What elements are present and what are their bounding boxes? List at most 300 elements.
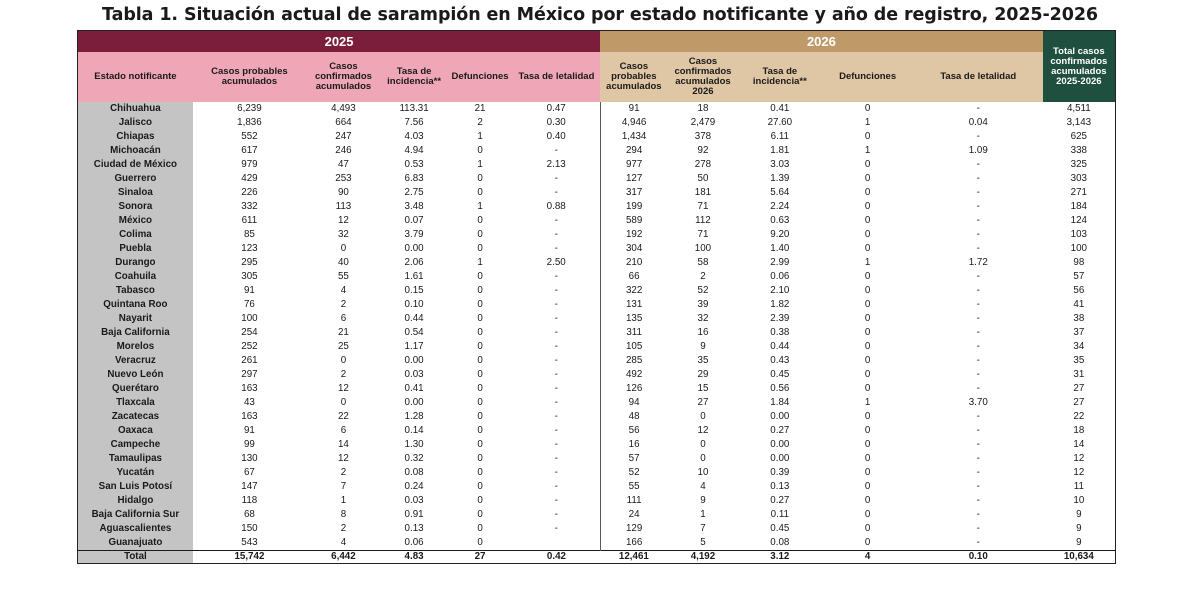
state-cell: Ciudad de México: [78, 158, 193, 172]
value-cell: 4: [700, 481, 706, 492]
value-cell: 0.00: [770, 411, 790, 422]
table-row: [78, 312, 1116, 326]
col-2025-tasa-letalidad: Tasa de letalidad: [513, 52, 600, 102]
table-row: [78, 116, 1116, 130]
value-cell: 100: [241, 313, 258, 324]
value-cell: 246: [335, 145, 352, 156]
value-cell: 429: [241, 173, 258, 184]
value-cell: 0: [477, 215, 483, 226]
value-cell: 0.00: [404, 397, 424, 408]
value-cell: 48: [628, 411, 640, 422]
value-cell: 91: [243, 285, 255, 296]
value-cell: 112: [695, 215, 711, 226]
value-cell: -: [513, 284, 600, 298]
value-cell: -: [513, 494, 600, 508]
value-cell: 0.06: [770, 271, 790, 282]
value-cell: 0.40: [513, 130, 600, 144]
value-cell: 6: [340, 313, 347, 324]
value-cell: 21: [337, 327, 349, 338]
value-cell: 0: [477, 145, 483, 156]
table-row: [78, 200, 1116, 214]
total-column-header: Total casos confirmados acumulados 2025-2026: [1043, 31, 1116, 103]
table-row: [78, 158, 1116, 172]
col-2025-tasa-incidencia: Tasa de incidencia**: [381, 52, 447, 102]
value-cell: 1: [864, 397, 871, 408]
value-cell: 0: [477, 523, 483, 534]
state-cell: Tlaxcala: [78, 396, 193, 410]
value-cell: 611: [241, 215, 258, 226]
value-cell: 2: [340, 369, 347, 380]
value-cell: 0.07: [404, 215, 424, 226]
value-cell: 0: [477, 299, 483, 310]
value-cell: 2.75: [404, 187, 424, 198]
value-cell: -: [976, 103, 980, 114]
total-value-cell: 6,442: [306, 551, 381, 564]
value-cell: 76: [243, 299, 255, 310]
value-cell: -: [513, 242, 600, 256]
value-cell: 66: [628, 271, 640, 282]
state-cell: Nuevo León: [78, 368, 193, 382]
state-cell: Guerrero: [78, 172, 193, 186]
value-cell: 71: [697, 229, 709, 240]
value-cell: -: [976, 481, 980, 492]
value-cell: 0.24: [404, 481, 424, 492]
state-cell: México: [78, 214, 193, 228]
value-cell: 1,434: [621, 131, 647, 142]
value-cell: 0: [864, 285, 871, 296]
value-cell: 9: [1076, 537, 1082, 548]
value-cell: 126: [625, 383, 643, 394]
value-cell: 39: [697, 299, 709, 310]
value-cell: 68: [243, 509, 255, 520]
value-cell: 0: [864, 537, 871, 548]
state-cell: Guanajuato: [78, 536, 193, 551]
value-cell: 0: [864, 313, 871, 324]
value-cell: -: [976, 509, 980, 520]
value-cell: 0: [864, 215, 871, 226]
value-cell: 11: [1073, 481, 1084, 492]
value-cell: 103: [1070, 229, 1088, 240]
value-cell: 0: [477, 173, 483, 184]
value-cell: 57: [1073, 271, 1085, 282]
table-row: [78, 508, 1116, 522]
value-cell: -: [976, 537, 980, 548]
col-2026-confirmados: Casos confirmados acumulados 2026: [668, 52, 739, 102]
table-row: [78, 340, 1116, 354]
value-cell: 0.88: [513, 200, 600, 214]
value-cell: 15: [697, 383, 709, 394]
value-cell: 0: [477, 425, 483, 436]
value-cell: 24: [628, 509, 640, 520]
value-cell: 0.15: [404, 285, 424, 296]
value-cell: -: [976, 313, 980, 324]
value-cell: -: [513, 424, 600, 438]
value-cell: 1.72: [968, 257, 988, 268]
value-cell: 1: [477, 159, 483, 170]
value-cell: 294: [625, 145, 643, 156]
table-row: [78, 424, 1116, 438]
value-cell: -: [513, 144, 600, 158]
value-cell: 0: [864, 201, 871, 212]
value-cell: 0: [700, 453, 706, 464]
value-cell: 5: [700, 537, 706, 548]
table-row: [78, 186, 1116, 200]
value-cell: 50: [697, 173, 709, 184]
value-cell: 271: [1070, 187, 1088, 198]
value-cell: 4.03: [404, 131, 424, 142]
value-cell: -: [976, 173, 980, 184]
value-cell: 1: [340, 495, 347, 506]
value-cell: -: [976, 369, 980, 380]
state-cell: Nayarit: [78, 312, 193, 326]
value-cell: 0: [340, 397, 347, 408]
value-cell: -: [513, 340, 600, 354]
total-value-cell: 4: [821, 551, 913, 564]
value-cell: 0: [864, 467, 871, 478]
value-cell: 0: [864, 131, 871, 142]
value-cell: -: [976, 229, 980, 240]
value-cell: -: [976, 285, 980, 296]
value-cell: 2,479: [690, 117, 716, 128]
value-cell: 2: [340, 523, 347, 534]
value-cell: 0.45: [770, 369, 790, 380]
value-cell: 2: [477, 117, 483, 128]
value-cell: 35: [697, 355, 709, 366]
value-cell: 14: [337, 439, 349, 450]
table-row: [78, 298, 1116, 312]
value-cell: 0: [477, 439, 483, 450]
value-cell: 37: [1073, 327, 1085, 338]
value-cell: 625: [1070, 131, 1088, 142]
col-2026-defunciones: Defunciones: [821, 52, 913, 102]
total-value-cell: 0.42: [513, 551, 600, 564]
total-value-cell: 4,192: [668, 551, 739, 564]
value-cell: 0.06: [404, 537, 424, 548]
value-cell: 0: [864, 103, 871, 114]
value-cell: 0: [477, 341, 483, 352]
value-cell: 0.03: [404, 369, 424, 380]
value-cell: 0: [477, 495, 483, 506]
value-cell: 247: [335, 131, 352, 142]
value-cell: 0: [864, 411, 871, 422]
value-cell: 0: [700, 439, 706, 450]
value-cell: 1.09: [968, 145, 988, 156]
value-cell: 9.20: [770, 229, 790, 240]
value-cell: 0: [864, 523, 871, 534]
value-cell: 253: [335, 173, 352, 184]
value-cell: 163: [241, 411, 258, 422]
total-value-cell: 15,742: [193, 551, 306, 564]
value-cell: -: [513, 508, 600, 522]
value-cell: -: [976, 355, 980, 366]
table-title: Tabla 1. Situación actual de sarampión en México por estado notificante y año de registro, 2025-2026: [102, 5, 1098, 25]
state-cell: Morelos: [78, 340, 193, 354]
value-cell: 0: [864, 383, 871, 394]
value-cell: 0: [864, 341, 871, 352]
value-cell: 0.00: [404, 243, 424, 254]
value-cell: -: [976, 201, 980, 212]
value-cell: 71: [697, 201, 709, 212]
value-cell: 22: [337, 411, 349, 422]
value-cell: 8: [340, 509, 347, 520]
value-cell: 0.45: [770, 523, 790, 534]
value-cell: 0.41: [404, 383, 424, 394]
value-cell: 0.91: [404, 509, 424, 520]
value-cell: 311: [626, 327, 642, 338]
value-cell: -: [513, 354, 600, 368]
value-cell: 979: [241, 159, 258, 170]
value-cell: 166: [625, 537, 643, 548]
value-cell: 0.27: [770, 495, 790, 506]
value-cell: 113: [335, 201, 352, 212]
value-cell: 22: [1073, 411, 1085, 422]
value-cell: 1.40: [770, 243, 790, 254]
value-cell: 18: [1073, 425, 1085, 436]
value-cell: 0.43: [770, 355, 790, 366]
value-cell: 0: [340, 355, 347, 366]
value-cell: 29: [697, 369, 709, 380]
value-cell: 6,239: [237, 103, 262, 114]
value-cell: 130: [241, 453, 258, 464]
value-cell: 664: [335, 117, 352, 128]
value-cell: 0: [864, 495, 871, 506]
state-cell: Veracruz: [78, 354, 193, 368]
value-cell: -: [976, 341, 980, 352]
value-cell: 0: [864, 509, 871, 520]
value-cell: 0.14: [404, 425, 424, 436]
value-cell: 2: [340, 299, 347, 310]
value-cell: 0: [477, 229, 483, 240]
value-cell: 0: [864, 481, 871, 492]
value-cell: 252: [241, 341, 258, 352]
value-cell: -: [976, 299, 980, 310]
value-cell: 0: [477, 243, 483, 254]
col-2025-confirmados: Casos confirmados acumulados: [306, 52, 381, 102]
value-cell: 0.54: [404, 327, 424, 338]
value-cell: -: [976, 327, 980, 338]
value-cell: 199: [625, 201, 643, 212]
value-cell: 261: [241, 355, 258, 366]
value-cell: 0.47: [513, 102, 600, 116]
value-cell: 150: [241, 523, 258, 534]
value-cell: 16: [628, 439, 640, 450]
state-cell: Yucatán: [78, 466, 193, 480]
total-label: Total: [78, 551, 193, 564]
value-cell: 0.08: [404, 467, 424, 478]
state-cell: Hidalgo: [78, 494, 193, 508]
state-cell: Colima: [78, 228, 193, 242]
state-cell: Aguascalientes: [78, 522, 193, 536]
value-cell: 1,836: [237, 117, 262, 128]
value-cell: 322: [625, 285, 643, 296]
value-cell: 3.79: [404, 229, 424, 240]
value-cell: 113.31: [399, 103, 429, 114]
value-cell: 3.03: [770, 159, 790, 170]
state-cell: Jalisco: [78, 116, 193, 130]
col-2026-probables: Casos probables acumulados: [600, 52, 668, 102]
value-cell: 0: [477, 369, 483, 380]
value-cell: 2: [700, 271, 706, 282]
state-cell: Baja California Sur: [78, 508, 193, 522]
value-cell: -: [513, 298, 600, 312]
value-cell: 0: [864, 173, 871, 184]
state-cell: Chiapas: [78, 130, 193, 144]
state-cell: Querétaro: [78, 382, 193, 396]
value-cell: 21: [474, 103, 486, 114]
value-cell: -: [513, 382, 600, 396]
value-cell: 94: [628, 397, 640, 408]
value-cell: 90: [337, 187, 349, 198]
value-cell: -: [976, 187, 980, 198]
value-cell: -: [513, 172, 600, 186]
value-cell: 0.00: [404, 355, 424, 366]
value-cell: 1.81: [770, 145, 790, 156]
year-2026-header: 2026: [600, 31, 1043, 53]
value-cell: 325: [1070, 159, 1088, 170]
value-cell: 56: [1073, 285, 1085, 296]
value-cell: 27.60: [767, 117, 793, 128]
value-cell: 1: [864, 257, 871, 268]
state-cell: Oaxaca: [78, 424, 193, 438]
value-cell: 1.61: [404, 271, 424, 282]
value-cell: 0: [864, 355, 871, 366]
value-cell: 0.44: [404, 313, 424, 324]
value-cell: 129: [625, 523, 643, 534]
value-cell: 0: [340, 243, 347, 254]
table-row: [78, 522, 1116, 536]
value-cell: 317: [625, 187, 643, 198]
value-cell: -: [513, 522, 600, 536]
state-cell: Coahuila: [78, 270, 193, 284]
value-cell: 0.00: [770, 453, 790, 464]
value-cell: 1: [477, 257, 483, 268]
value-cell: 7: [340, 481, 347, 492]
total-value-cell: 27: [447, 551, 512, 564]
value-cell: 35: [1073, 355, 1085, 366]
value-cell: 0: [477, 187, 483, 198]
value-cell: 0: [477, 285, 483, 296]
value-cell: 0: [477, 411, 483, 422]
value-cell: 105: [625, 341, 643, 352]
value-cell: -: [513, 186, 600, 200]
value-cell: 9: [1076, 523, 1082, 534]
value-cell: [513, 536, 600, 551]
value-cell: 1: [864, 117, 871, 128]
table-row: [78, 494, 1116, 508]
value-cell: 6.11: [770, 131, 789, 142]
value-cell: 91: [243, 425, 255, 436]
value-cell: 9: [700, 341, 706, 352]
total-value-cell: 3.12: [738, 551, 821, 564]
state-cell: Tamaulipas: [78, 452, 193, 466]
value-cell: 0: [864, 327, 871, 338]
value-cell: 0.13: [404, 523, 424, 534]
value-cell: 2.39: [770, 313, 790, 324]
value-cell: 1: [700, 509, 706, 520]
value-cell: 7.56: [404, 117, 424, 128]
state-cell: Baja California: [78, 326, 193, 340]
value-cell: 9: [700, 495, 706, 506]
value-cell: 1.82: [770, 299, 790, 310]
value-cell: 0.00: [770, 439, 790, 450]
value-cell: 295: [241, 257, 258, 268]
value-cell: 0: [477, 271, 483, 282]
value-cell: 27: [1073, 397, 1085, 408]
col-2026-tasa-incidencia: Tasa de incidencia**: [738, 52, 821, 102]
table-row: [78, 130, 1116, 144]
value-cell: 552: [241, 131, 258, 142]
value-cell: 12: [697, 425, 709, 436]
value-cell: 25: [337, 341, 349, 352]
value-cell: 338: [1070, 145, 1088, 156]
table-row: [78, 144, 1116, 158]
value-cell: -: [513, 228, 600, 242]
value-cell: 163: [241, 383, 258, 394]
table-row: [78, 326, 1116, 340]
value-cell: 12: [1073, 467, 1085, 478]
value-cell: -: [976, 453, 980, 464]
value-cell: 2.06: [404, 257, 424, 268]
value-cell: 27: [1073, 383, 1085, 394]
value-cell: 16: [697, 327, 709, 338]
value-cell: 12: [1073, 453, 1085, 464]
value-cell: 127: [625, 173, 643, 184]
value-cell: 98: [1073, 257, 1085, 268]
table-row: [78, 382, 1116, 396]
value-cell: 254: [241, 327, 258, 338]
state-cell: Tabasco: [78, 284, 193, 298]
total-value-cell: 4.83: [381, 551, 447, 564]
value-cell: 4,511: [1066, 103, 1091, 114]
value-cell: 12: [337, 215, 349, 226]
value-cell: 181: [694, 187, 712, 198]
value-cell: 0.32: [404, 453, 424, 464]
value-cell: -: [976, 439, 980, 450]
state-cell: Durango: [78, 256, 193, 270]
state-cell: Sinaloa: [78, 186, 193, 200]
value-cell: 4.94: [404, 145, 424, 156]
value-cell: 40: [337, 257, 349, 268]
value-cell: 27: [697, 397, 709, 408]
value-cell: 100: [1070, 243, 1088, 254]
value-cell: 304: [625, 243, 643, 254]
table-row: [78, 354, 1116, 368]
value-cell: 3.48: [404, 201, 424, 212]
value-cell: 34: [1073, 341, 1085, 352]
value-cell: 12: [337, 453, 349, 464]
value-cell: 135: [625, 313, 643, 324]
table-row: [78, 410, 1116, 424]
value-cell: 0: [864, 271, 871, 282]
state-cell: Sonora: [78, 200, 193, 214]
value-cell: 1: [477, 131, 483, 142]
value-cell: 297: [241, 369, 258, 380]
value-cell: 131: [625, 299, 643, 310]
value-cell: 226: [241, 187, 258, 198]
value-cell: 0.11: [770, 509, 789, 520]
value-cell: 0: [477, 453, 483, 464]
value-cell: 0.08: [770, 537, 790, 548]
value-cell: 92: [697, 145, 709, 156]
value-cell: 0: [864, 187, 871, 198]
value-cell: 589: [625, 215, 643, 226]
table-row: [78, 466, 1116, 480]
table-row: [78, 270, 1116, 284]
value-cell: 12: [337, 383, 349, 394]
value-cell: 0.63: [770, 215, 790, 226]
value-cell: 9: [1076, 509, 1082, 520]
value-cell: 57: [628, 453, 640, 464]
